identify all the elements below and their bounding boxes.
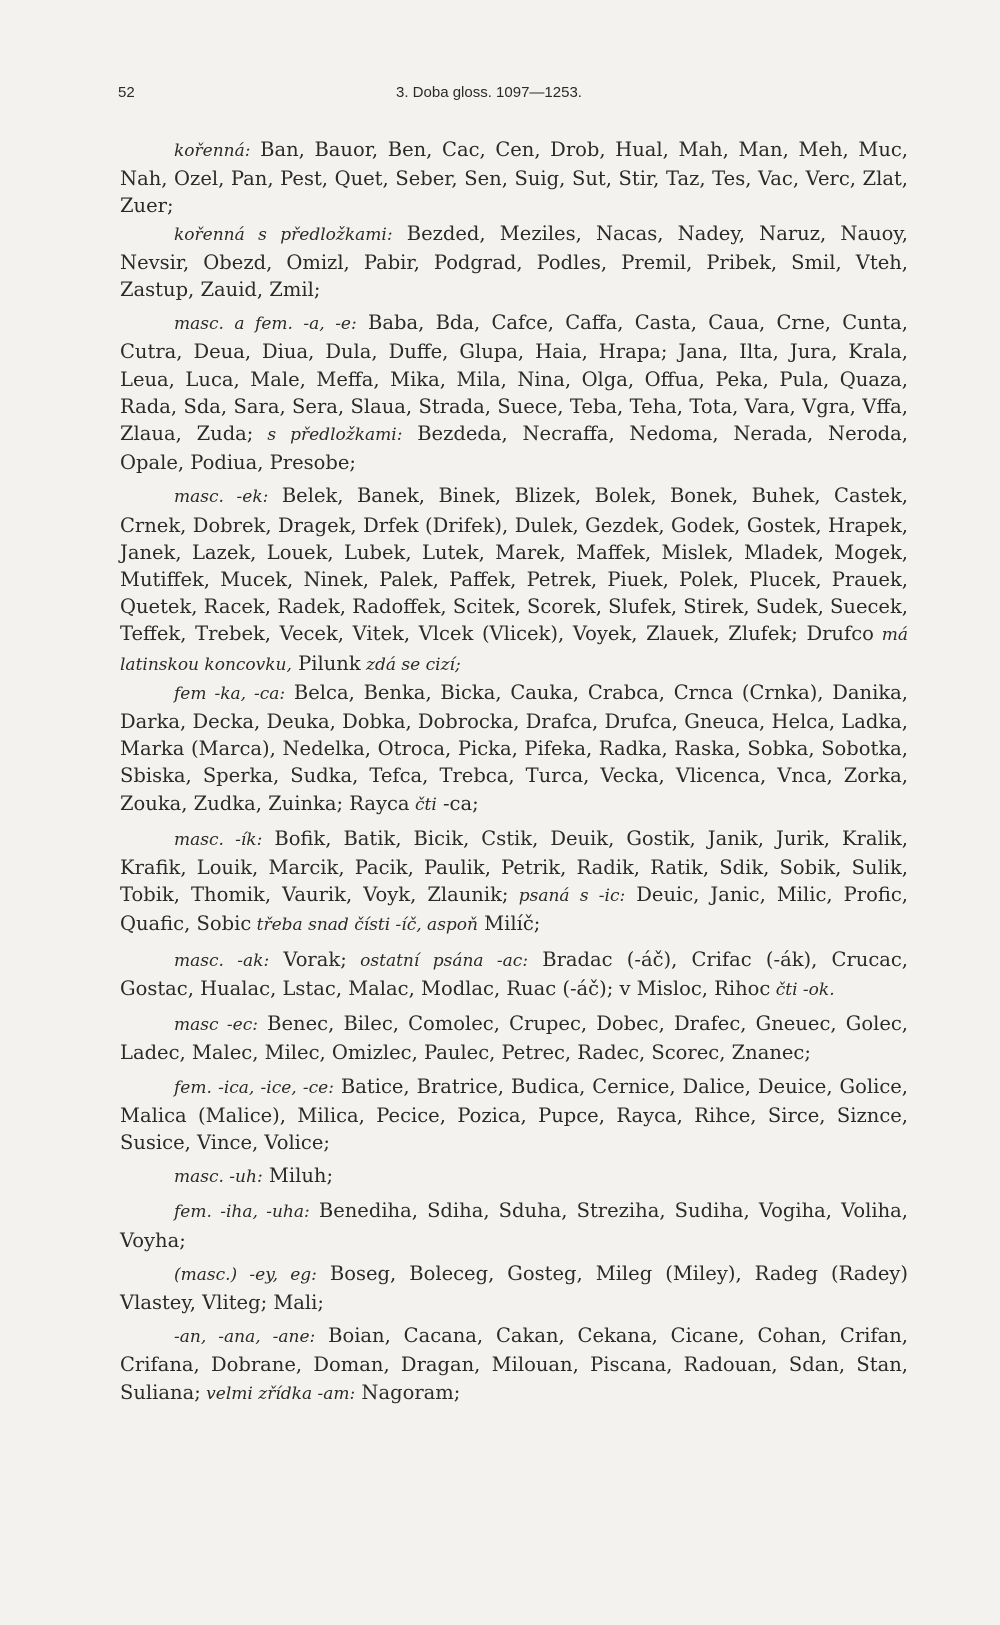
remark-label: psaná s -ic: [508,886,626,907]
name-list: Bofik, Batik, Bicik, Cstik, Deuik, Gostik, Janik, Jurik, Kralik, Krafik, Louik, Marcik, Pacik, Paulik, Petrik, Radik, Ratik, Sdik, Sobik, Sulik, Tobik, Thomik, Vaurik, Voyk, Zlaunik; [120,826,908,907]
name-list: Bezdeda, Necraffa, Nedoma, Nerada, Neroda, Opale, Podiua, Presobe; [120,422,908,475]
name-list: Ban, Bauor, Ben, Cac, Cen, Drob, Hual, Mah, Man, Meh, Muc, Nah, Ozel, Pan, Pest, Quet, Seber, Sen, Suig, Sut, Stir, Taz, Tes, Vac, Verc, Zlat, Zuer; [120,138,908,218]
remark-label: ostatní psána -ac: [346,950,529,971]
text-body [120,136,908,1408]
paper-speck [120,1507,126,1517]
paragraph-root-names [120,136,908,220]
remark-label: má latinskou koncovku, [120,625,908,675]
paragraph-iha-names [120,1197,908,1253]
category-label: masc -ec: [174,1015,258,1036]
remark-label: třeba snad čísti -íč, aspoň [251,915,478,936]
name-list: Bezded, Meziles, Nacas, Nadey, Naruz, Nauoy, Nevsir, Obezd, Omizl, Pabir, Podgrad, Podles, Premil, Pribek, Smil, Vteh, Zastup, Zauid, Zmil; [120,221,908,302]
category-label: masc. -uh: [174,1167,263,1188]
name-list: Baba, Bda, Cafce, Caffa, Casta, Caua, Crne, Cunta, Cutra, Deua, Diua, Dula, Duffe, Glupa, Haia, Hrapa; Jana, Ilta, Jura, Krala, Leua, Luca, Male, Meffa, Mika, Mila, Nina, Olga, Offua, Peka, Pula, Quaza, Rada, Sda, Sara, Sera, Slaua, Strada, Suece, Teba, Teha, Tota, Vara, Vgra, Vffa, Zlaua, Zuda; [120,311,908,446]
paragraph-ak-names [120,946,908,1004]
name-list: Benec, Bilec, Comolec, Crupec, Dobec, Drafec, Gneuec, Golec, Ladec, Malec, Milec, Omizlec, Paulec, Petrec, Radec, Scorec, Znanec; [120,1012,908,1065]
name-list: Boian, Cacana, Cakan, Cekana, Cicane, Cohan, Crifan, Crifana, Dobrane, Doman, Dragan, Milouan, Piscana, Radouan, Sdan, Stan, Suliana; [120,1324,908,1404]
paragraph-ey-names [120,1260,908,1316]
name-list: Deuic, Janic, Milic, Profic, Quafic, Sobic [120,883,908,936]
category-label: masc. -ík: [174,829,263,850]
name-list: Bradac (-áč), Crifac (-ák), Crucac, Gostac, Hualac, Lstac, Malac, Modlac, Ruac (-áč); v Misloc, Rihoc [120,947,909,1000]
name-list: Pilunk [291,651,361,675]
paragraph-ek-names [120,482,908,678]
category-label: fem. -iha, -uha: [174,1202,310,1223]
name-list: Belca, Benka, Bicka, Cauka, Crabca, Crnca (Crnka), Danika, Darka, Decka, Deuka, Dobka, Dobrocka, Drafca, Drufca, Gneuca, Helca, Ladka, Marka (Marca), Nedelka, Otroca, Picka, Pifeka, Radka, Raska, Sobka, Sobotka, Sbiska, Sperka, Sudka, Tefca, Trebca, Turca, Vecka, Vlicenca, Vnca, Zorka, Zouka, Zudka, Zuinka; Rayca [120,680,908,815]
paragraph-ka-ca-names [120,679,908,819]
name-list: Vorak; [269,947,347,971]
category-label: kořenná: [174,141,251,161]
name-list: Milíč; [477,912,541,936]
category-label: fem. -ica, -ice, -ce: [174,1077,334,1098]
name-list: Nagoram; [355,1380,461,1404]
paragraph-a-e-names [120,309,908,476]
remark-label: čti [409,794,437,815]
category-label: fem -ka, -ca: [174,683,286,704]
category-label: masc. -ak: [174,950,270,971]
page-number: 52 [118,84,135,101]
paragraph-ec-names [120,1010,908,1066]
paragraph-an-names [120,1322,908,1408]
name-list: -ca; [436,791,479,815]
subcategory-label: s předložkami: [253,425,403,446]
page-header [118,84,918,114]
name-list: Boseg, Boleceg, Gosteg, Mileg (Miley), Radeg (Radey) Vlastey, Vliteg; Mali; [120,1261,908,1314]
name-list: Belek, Banek, Binek, Blizek, Bolek, Bonek, Buhek, Castek, Crnek, Dobrek, Dragek, Drfek (Drifek), Dulek, Gezdek, Godek, Gostek, Hrapek, Janek, Lazek, Louek, Lubek, Lutek, Marek, Maffek, Mislek, Mladek, Mogek, Mutiffek, Mucek, Ninek, Palek, Paffek, Petrek, Piuek, Polek, Plucek, Prauek, Quetek, Racek, Radek, Radoffek, Scitek, Scorek, Slufek, Stirek, Sudek, Suecek, Teffek, Trebek, Vecek, Vitek, Vlcek (Vlicek), Voyek, Zlauek, Zlufek; Drufco [120,484,908,646]
remark-label: zdá se cizí; [360,654,461,675]
category-label: masc. a fem. -a, -e: [174,314,357,335]
name-list: Batice, Bratrice, Budica, Cernice, Dalice, Deuice, Golice, Malica (Malice), Milica, Pecice, Pozica, Pupce, Rayca, Rihce, Sirce, Siznce, Susice, Vince, Volice; [120,1074,908,1154]
category-label: -an, -ana, -ane: [174,1327,316,1348]
paragraph-ica-names [120,1073,908,1157]
category-label: (masc.) -ey, eg: [174,1264,317,1285]
category-label: kořenná s předložkami: [174,224,393,245]
category-label: masc. -ek: [174,487,269,508]
paragraph-uh-names [120,1162,908,1191]
remark-label: velmi zřídka -am: [200,1383,356,1404]
name-list: Miluh; [262,1164,334,1188]
running-title: 3. Doba gloss. 1097—1253. [396,84,582,101]
name-list: Benediha, Sdiha, Sduha, Streziha, Sudiha, Vogiha, Voliha, Voyha; [120,1199,908,1252]
remark-label: čti -ok. [770,979,835,1000]
paragraph-prepositional-names [120,220,908,304]
paragraph-ik-names [120,825,908,940]
